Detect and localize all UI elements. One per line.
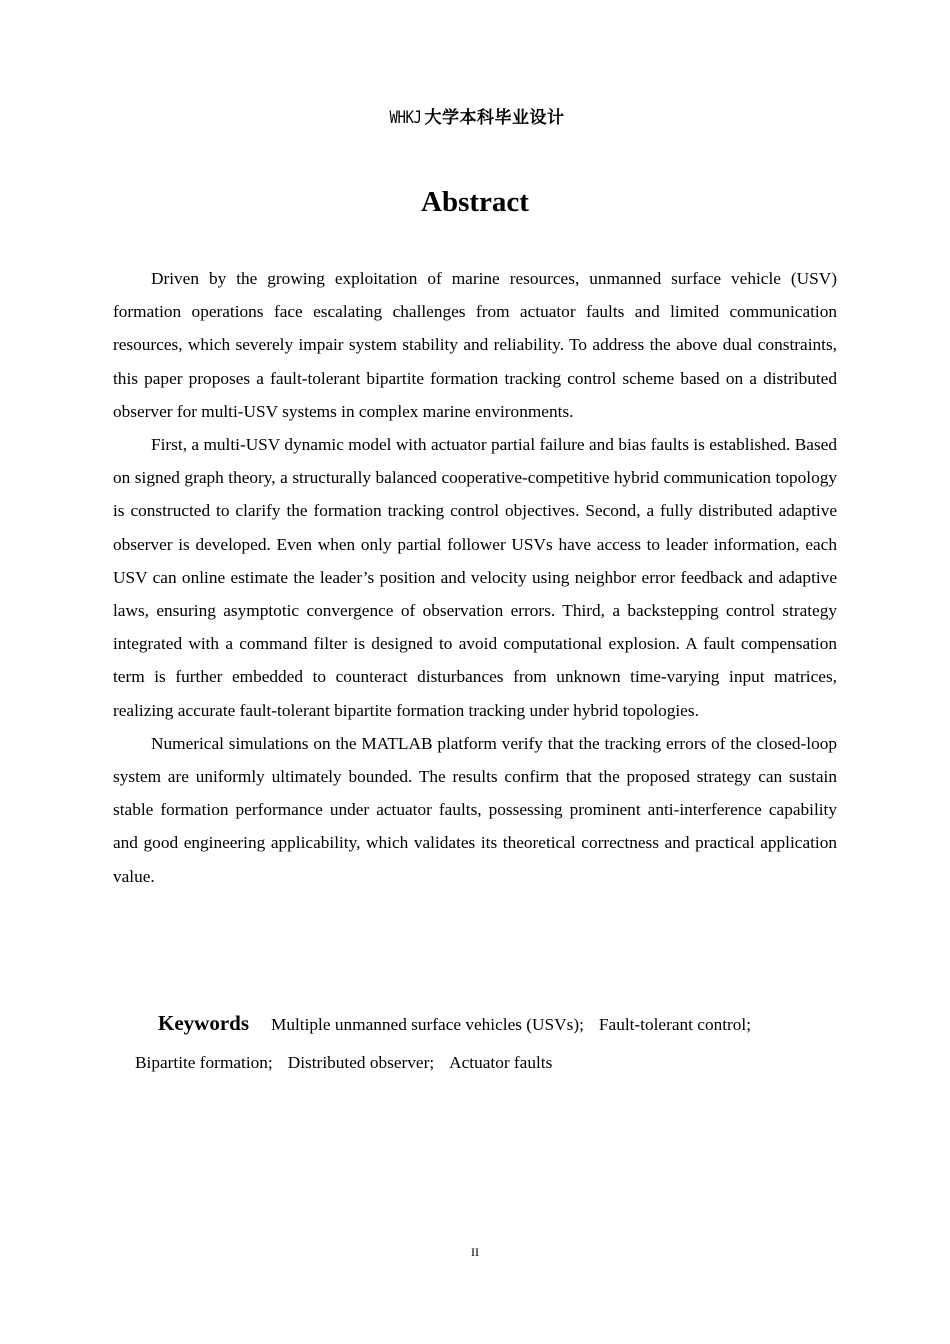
keyword-item: Fault-tolerant control;	[598, 1015, 752, 1034]
abstract-body	[113, 262, 837, 893]
header-cjk: 大学本科毕业设计	[424, 108, 565, 128]
keyword-item: Distributed observer;	[287, 1053, 435, 1072]
keyword-item: Actuator faults	[449, 1053, 553, 1072]
page-number: II	[471, 1245, 479, 1259]
abstract-paragraph-3: Numerical simulations on the MATLAB platform verify that the tracking errors of the closed-loop system are uniformly ultimately bounded. The results confirm that the proposed strategy can sustain stable formation performance under actuator faults, possessing prominent anti-interference capability and good engineering applicability, which validates its theoretical correctness and practical application value.	[113, 733, 837, 886]
abstract-paragraph-2: First, a multi-USV dynamic model with actuator partial failure and bias faults is established. Based on signed graph theory, a structurally balanced cooperative-competitive hybrid communication topology is constructed to clarify the formation tracking control objectives. Second, a fully distributed adaptive observer is developed. Even when only partial follower USVs have access to leader information, each USV can online estimate the leader’s position and velocity using neighbor error feedback and adaptive laws, ensuring asymptotic convergence of observation errors. Third, a backstepping control strategy integrated with a command filter is designed to avoid computational explosion. A fault compensation term is further embedded to counteract disturbances from unknown time-varying input matrices, realizing accurate fault-tolerant bipartite formation tracking under hybrid topologies.	[113, 435, 837, 720]
keyword-item: Bipartite formation;	[135, 1053, 273, 1072]
abstract-title: Abstract	[421, 186, 529, 218]
header-latin: WHKJ	[389, 108, 421, 128]
keywords-line-1	[113, 1004, 837, 1044]
keyword-item: Multiple unmanned surface vehicles (USVs);	[271, 1015, 584, 1034]
running-header	[0, 106, 950, 130]
keywords-label: Keywords	[158, 1011, 249, 1035]
abstract-paragraph-1: Driven by the growing exploitation of marine resources, unmanned surface vehicle (USV) formation operations face escalating challenges from actuator faults and limited communication resources, which severely impair system stability and reliability. To address the above dual constraints, this paper proposes a fault-tolerant bipartite formation tracking control scheme based on a distributed observer for multi-USV systems in complex marine environments.	[113, 269, 837, 421]
keywords-block	[113, 1004, 837, 1082]
keywords-line-2	[113, 1044, 837, 1082]
